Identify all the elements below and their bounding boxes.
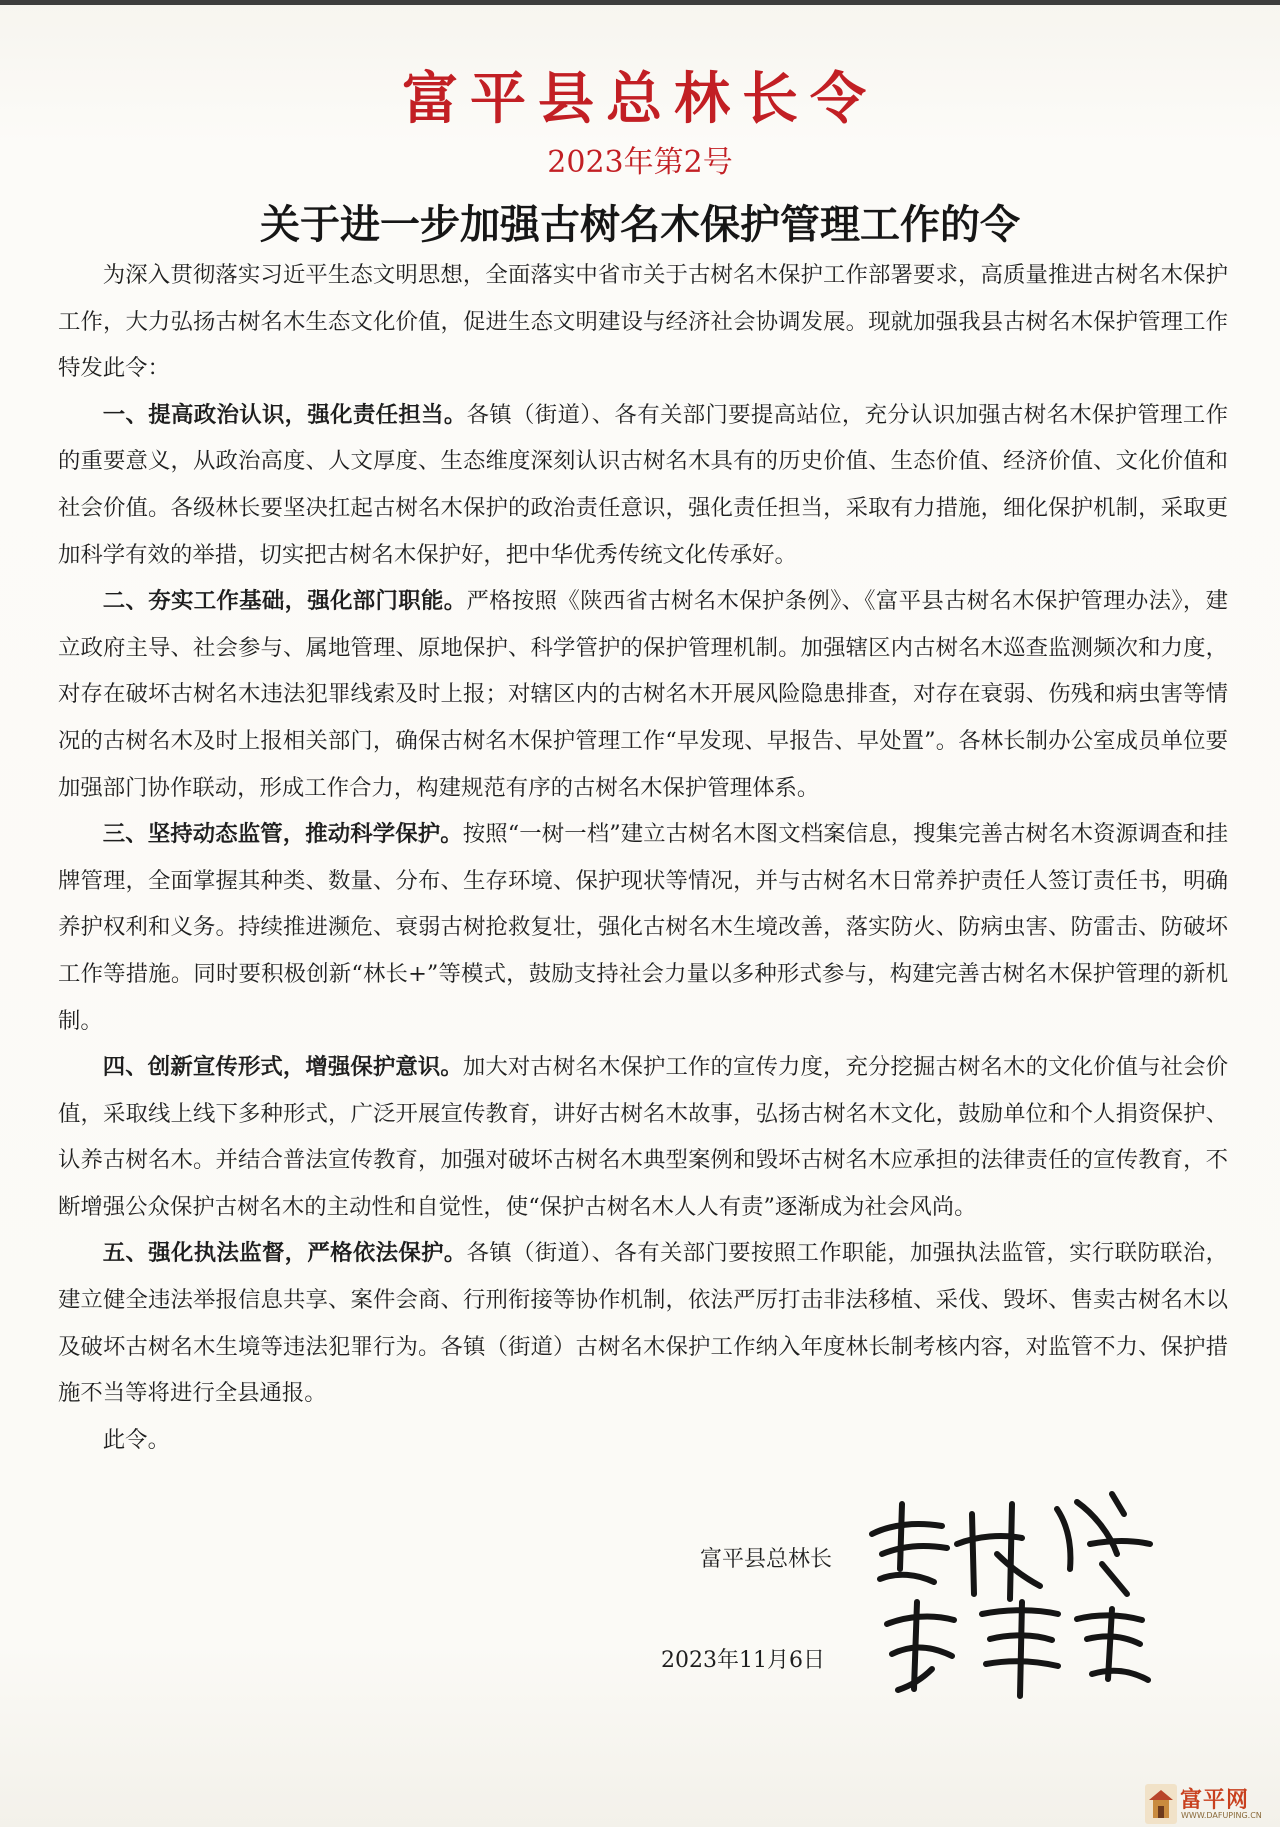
signature-date: 2023年11月6日 (661, 1648, 825, 1673)
intro-paragraph: 为深入贯彻落实习近平生态文明思想，全面落实中省市关于古树名木保护工作部署要求，高质量推进古树名木保护工作，大力弘扬古树名木生态文化价值，促进生态文明建设与经济社会协调发展。现就加强我县古树名木保护管理工作特发此令： (58, 262, 1228, 382)
section-text: 按照“一树一档”建立古树名木图文档案信息，搜集完善古树名木资源调查和挂牌管理，全面掌握其种类、数量、分布、生存环境、保护现状等情况，并与古树名木日常养护责任人签订责任书，明确养护权利和义务。持续推进濒危、衰弱古树抢救复壮，强化古树名木生境改善，落实防火、防病虫害、防雷击、防破坏工作等措施。同时要积极创新“林长+”等模式，鼓励支持社会力量以多种形式参与，构建完善古树名木保护管理的新机制。 (58, 821, 1228, 1034)
section-text: 各镇（街道）、各有关部门要提高站位，充分认识加强古树名木保护管理工作的重要意义，从政治高度、人文厚度、生态维度深刻认识古树名木具有的历史价值、生态价值、经济价值、文化价值和社会价值。各级林长要坚决扛起古树名木保护的政治责任意识，强化责任担当，采取有力措施，细化保护机制，采取更加科学有效的举措，切实把古树名木保护好，把中华优秀传统文化传承好。 (58, 401, 1228, 568)
section-paragraph (58, 1044, 1228, 1230)
section-heading: 三、坚持动态监管，推动科学保护。 (102, 821, 463, 848)
watermark-site-name: 富平网 (1180, 1788, 1250, 1813)
document-header (0, 60, 1280, 256)
order-title: 富平县总林长令 (402, 66, 878, 132)
section-text: 加大对古树名木保护工作的宣传力度，充分挖掘古树名木的文化价值与社会价值，采取线上线下多种形式，广泛开展宣传教育，讲好古树名木故事，弘扬古树名木文化，鼓励单位和个人捐资保护、认养古树名木。并结合普法宣传教育，加强对破坏古树名木典型案例和毁坏古树名木应承担的法律责任的宣传教育，不断增强公众保护古树名木的主动性和自觉性，使“保护古树名木人人有责”逐渐成为社会风尚。 (58, 1054, 1229, 1220)
scan-top-edge (0, 0, 1280, 5)
section-paragraph (58, 1230, 1228, 1416)
document-title: 关于进一步加强古树名木保护管理工作的令 (260, 201, 1020, 248)
signer-label: 富平县总林长 (700, 1547, 833, 1572)
document-body (58, 252, 1228, 1463)
section-text: 各镇（街道）、各有关部门要按照工作职能，加强执法监管，实行联防联治，建立健全违法举报信息共享、案件会商、行刑衔接等协作机制，依法严厉打击非法移植、采伐、毁坏、售卖古树名木以及破坏古树名木生境等违法犯罪行为。各镇（街道）古树名木保护工作纳入年度林长制考核内容，对监管不力、保护措施不当等将进行全县通报。 (58, 1240, 1228, 1407)
section-heading: 一、提高政治认识，强化责任担当。 (102, 401, 467, 428)
section-paragraph (58, 811, 1228, 1044)
section-heading: 二、夯实工作基础，强化部门职能。 (102, 588, 467, 615)
section-paragraph (58, 578, 1228, 811)
section-paragraph (58, 392, 1228, 578)
watermark-url: WWW.DAFUPING.CN (1181, 1811, 1262, 1820)
section-heading: 四、创新宣传形式，增强保护意识。 (102, 1054, 463, 1081)
section-heading: 五、强化执法监督，严格依法保护。 (102, 1240, 467, 1267)
section-text: 严格按照《陕西省古树名木保护条例》、《富平县古树名木保护管理办法》，建立政府主导、社会参与、属地管理、原地保护、科学管护的保护管理机制。加强辖区内古树名木巡查监测频次和力度，对存在破坏古树名木违法犯罪线索及时上报；对辖区内的古树名木开展风险隐患排查，对存在衰弱、伤残和病虫害等情况的古树名木及时上报相关部门，确保古树名木保护管理工作“早发现、早报告、早处置”。各林长制办公室成员单位要加强部门协作联动，形成工作合力，构建规范有序的古树名木保护管理体系。 (58, 588, 1228, 801)
closing-line: 此令。 (102, 1426, 170, 1453)
handwritten-signature (862, 1474, 1162, 1704)
order-number: 2023年第2号 (547, 145, 733, 180)
